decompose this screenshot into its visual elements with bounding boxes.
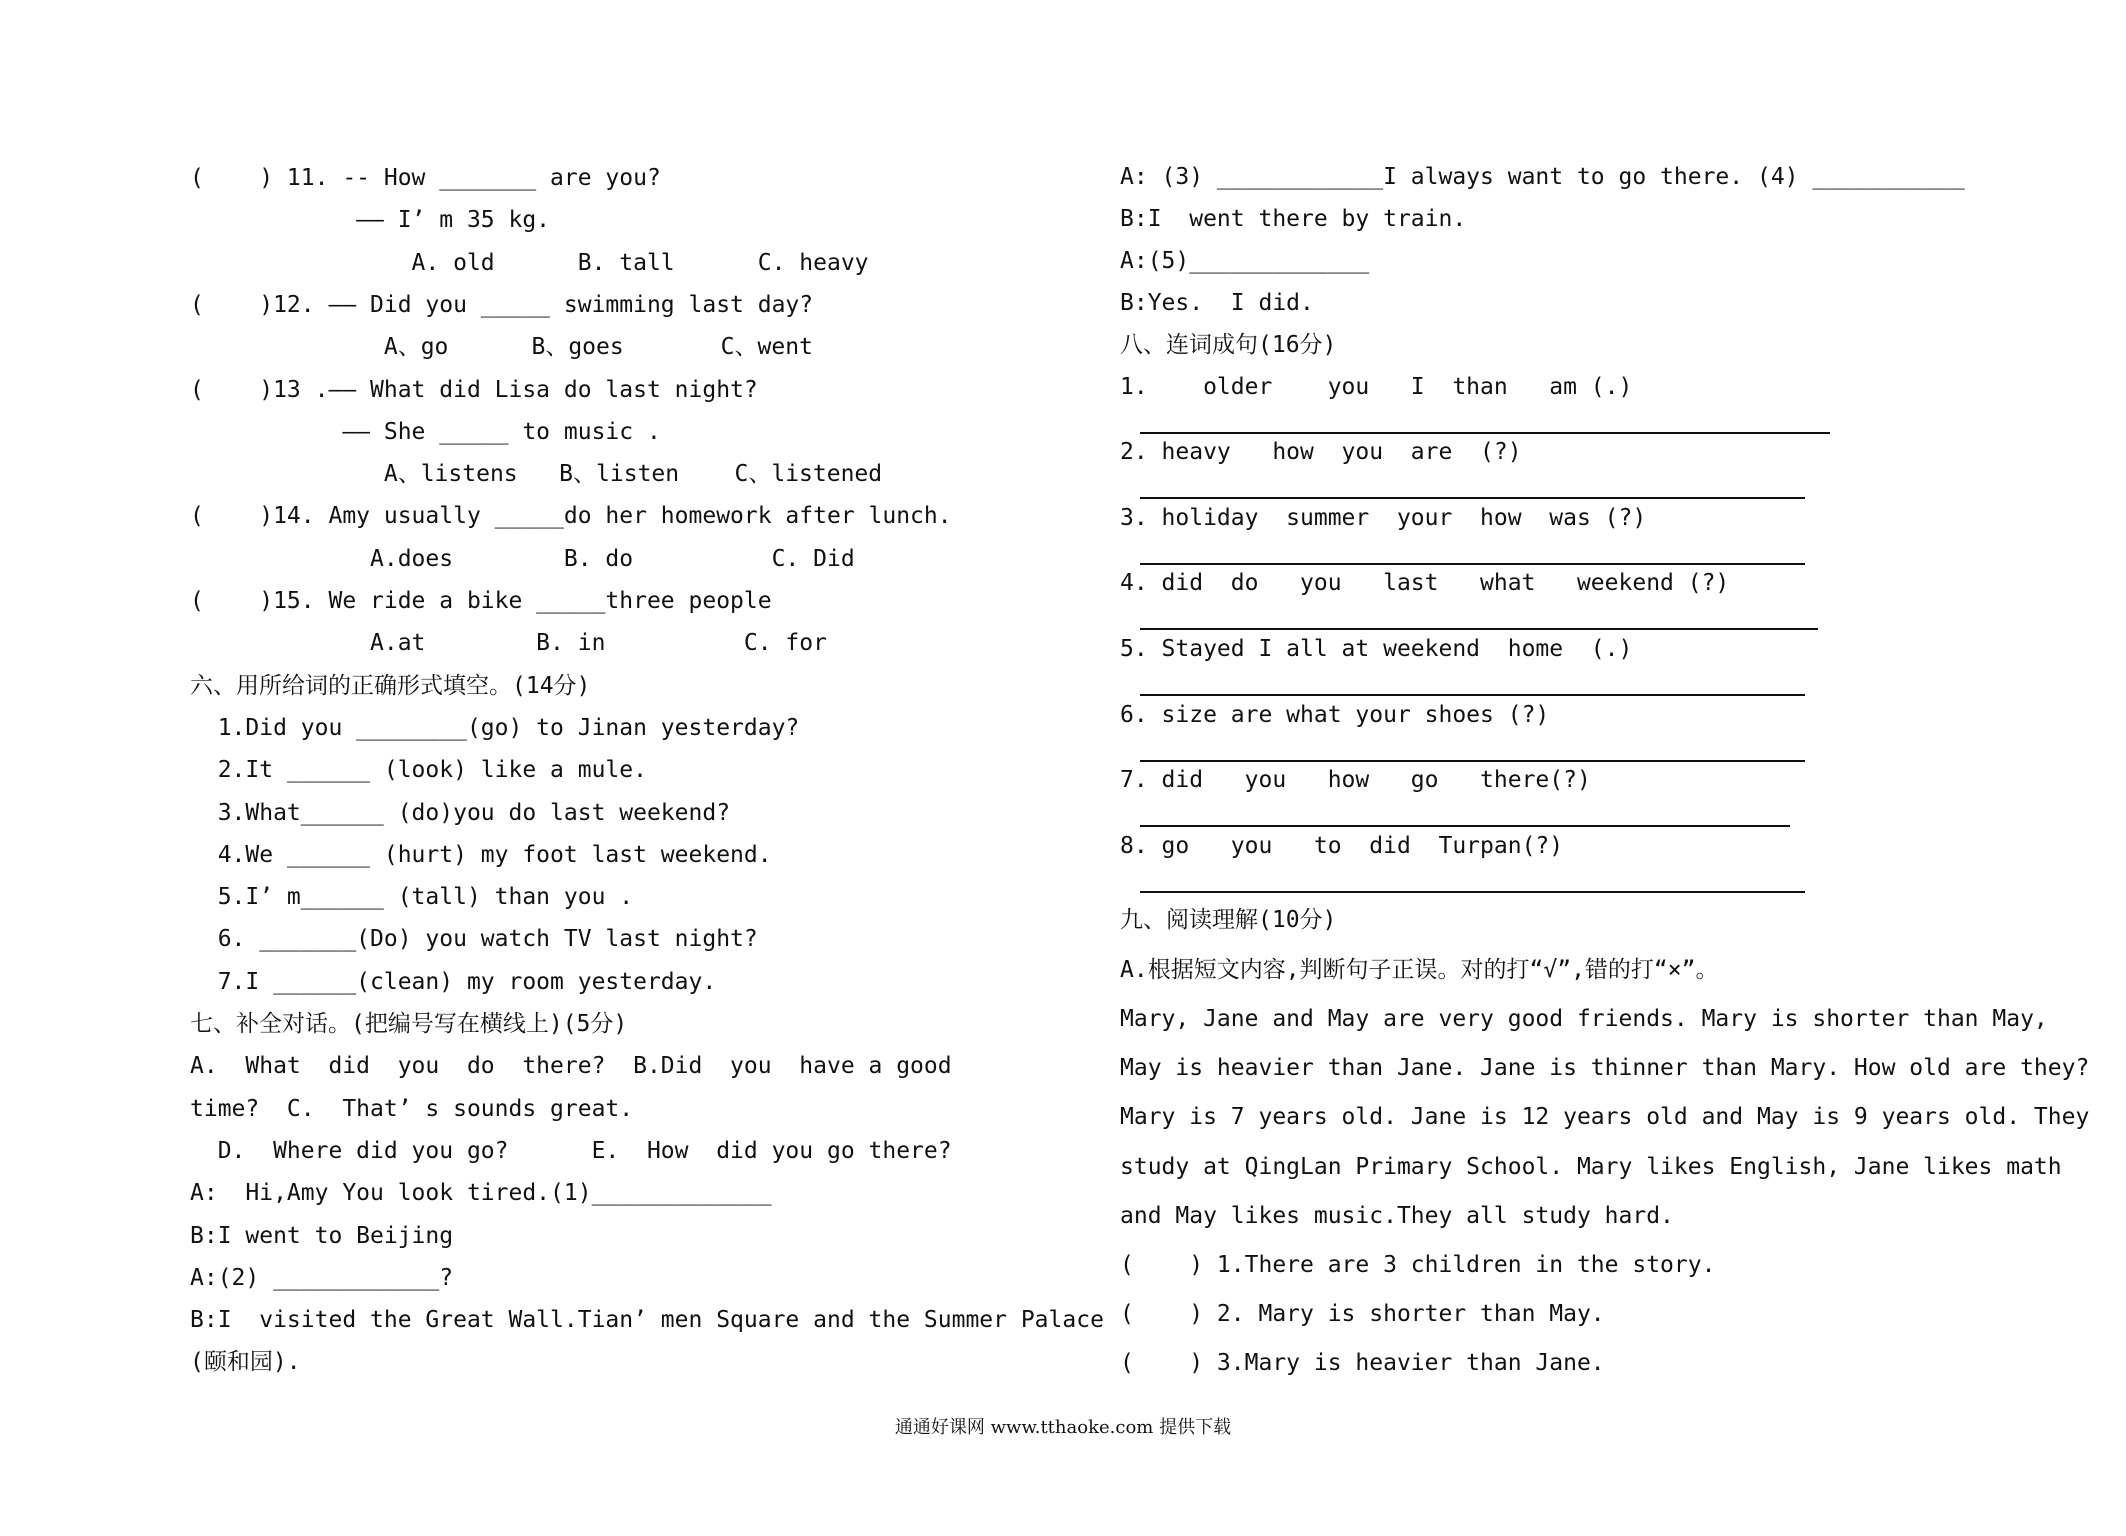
left-line: ( ) 11. -- How _______ are you? xyxy=(190,165,661,191)
left-line: ( )12. —— Did you _____ swimming last day? xyxy=(190,291,814,318)
left-line: B:I visited the Great Wall.Tian’ men Square and the Summer Palace xyxy=(190,1307,1104,1334)
left-line: D. Where did you go? E. How did you go there? xyxy=(190,1137,952,1164)
right-line: 八、连词成句(16分) xyxy=(1120,332,1337,358)
sentence-item: 8. go you to did Turpan(?) xyxy=(1120,833,1564,859)
sentence-item: 7. did you how go there(?) xyxy=(1120,767,1591,793)
left-line: 七、补全对话。(把编号写在横线上)(5分) xyxy=(190,1011,628,1037)
left-line: A.does B. do C. Did xyxy=(190,545,855,572)
left-line: 3.What______ (do)you do last weekend? xyxy=(190,799,731,826)
left-line: A、go B、goes C、went xyxy=(190,334,813,361)
right-line: B:Yes. I did. xyxy=(1120,290,1314,316)
left-line: A、listens B、listen C、listened xyxy=(190,461,883,488)
passage-line: May is heavier than Jane. Jane is thinner than Mary. How old are they? xyxy=(1120,1055,2090,1081)
question-item: ( ) 3.Mary is heavier than Jane. xyxy=(1120,1350,1605,1376)
left-line: B:I went to Beijing xyxy=(190,1222,454,1249)
left-line: A:(2) ____________? xyxy=(190,1264,454,1291)
reading-instruction: A.根据短文内容,判断句子正误。对的打“√”,错的打“×”。 xyxy=(1120,957,1719,983)
sentence-item: 2. heavy how you are (?) xyxy=(1120,439,1522,465)
answer-line xyxy=(1140,694,1805,696)
left-line: ( )14. Amy usually _____do her homework after lunch. xyxy=(190,503,952,530)
answer-line xyxy=(1140,497,1805,499)
passage-line: Mary is 7 years old. Jane is 12 years old and May is 9 years old. They xyxy=(1120,1104,2090,1130)
left-line: —— She _____ to music . xyxy=(190,418,661,445)
sentence-item: 6. size are what your shoes (?) xyxy=(1120,702,1550,728)
answer-line xyxy=(1140,563,1805,565)
question-item: ( ) 1.There are 3 children in the story. xyxy=(1120,1252,1716,1278)
left-line: A. old B. tall C. heavy xyxy=(190,249,869,276)
left-line: time? C. That’ s sounds great. xyxy=(190,1095,634,1122)
passage-line: Mary, Jane and May are very good friends. Mary is shorter than May, xyxy=(1120,1006,2048,1032)
question-item: ( ) 2. Mary is shorter than May. xyxy=(1120,1301,1605,1327)
left-line: ( )15. We ride a bike _____three people xyxy=(190,588,772,614)
left-line: A.at B. in C. for xyxy=(190,630,827,657)
answer-line xyxy=(1140,891,1805,893)
right-line: A: (3) ____________I always want to go there. (4) ___________ xyxy=(1120,164,1965,190)
left-line: —— I’ m 35 kg. xyxy=(190,207,551,234)
sentence-item: 1. older you I than am (.) xyxy=(1120,374,1633,400)
right-line: B:I went there by train. xyxy=(1120,206,1467,232)
sentence-item: 4. did do you last what weekend (?) xyxy=(1120,570,1730,596)
sentence-item: 5. Stayed I all at weekend home (.) xyxy=(1120,636,1633,662)
answer-line xyxy=(1140,760,1805,762)
answer-line xyxy=(1140,825,1790,827)
right-line: A:(5)_____________ xyxy=(1120,248,1370,274)
passage-line: and May likes music.They all study hard. xyxy=(1120,1203,1674,1229)
sentence-item: 3. holiday summer your how was (?) xyxy=(1120,505,1647,531)
answer-line xyxy=(1140,432,1830,434)
left-line: (颐和园). xyxy=(190,1349,301,1376)
left-line: 5.I’ m______ (tall) than you . xyxy=(190,884,634,911)
left-line: A. What did you do there? B.Did you have a good xyxy=(190,1053,952,1080)
left-line: A: Hi,Amy You look tired.(1)_____________ xyxy=(190,1180,772,1207)
section-heading: 九、阅读理解(10分) xyxy=(1120,907,1337,933)
left-line: ( )13 .—— What did Lisa do last night? xyxy=(190,376,758,403)
left-line: 7.I ______(clean) my room yesterday. xyxy=(190,968,717,995)
left-line: 4.We ______ (hurt) my foot last weekend. xyxy=(190,841,772,868)
left-line: 1.Did you ________(go) to Jinan yesterday? xyxy=(190,714,800,741)
answer-line xyxy=(1140,628,1818,630)
page-footer: 通通好课网 www.tthaoke.com 提供下载 xyxy=(894,1417,1232,1438)
left-line: 6. _______(Do) you watch TV last night? xyxy=(190,926,758,953)
passage-line: study at QingLan Primary School. Mary likes English, Jane likes math xyxy=(1120,1154,2062,1180)
left-line: 2.It ______ (look) like a mule. xyxy=(190,757,647,784)
left-line: 六、用所给词的正确形式填空。(14分) xyxy=(190,672,591,699)
